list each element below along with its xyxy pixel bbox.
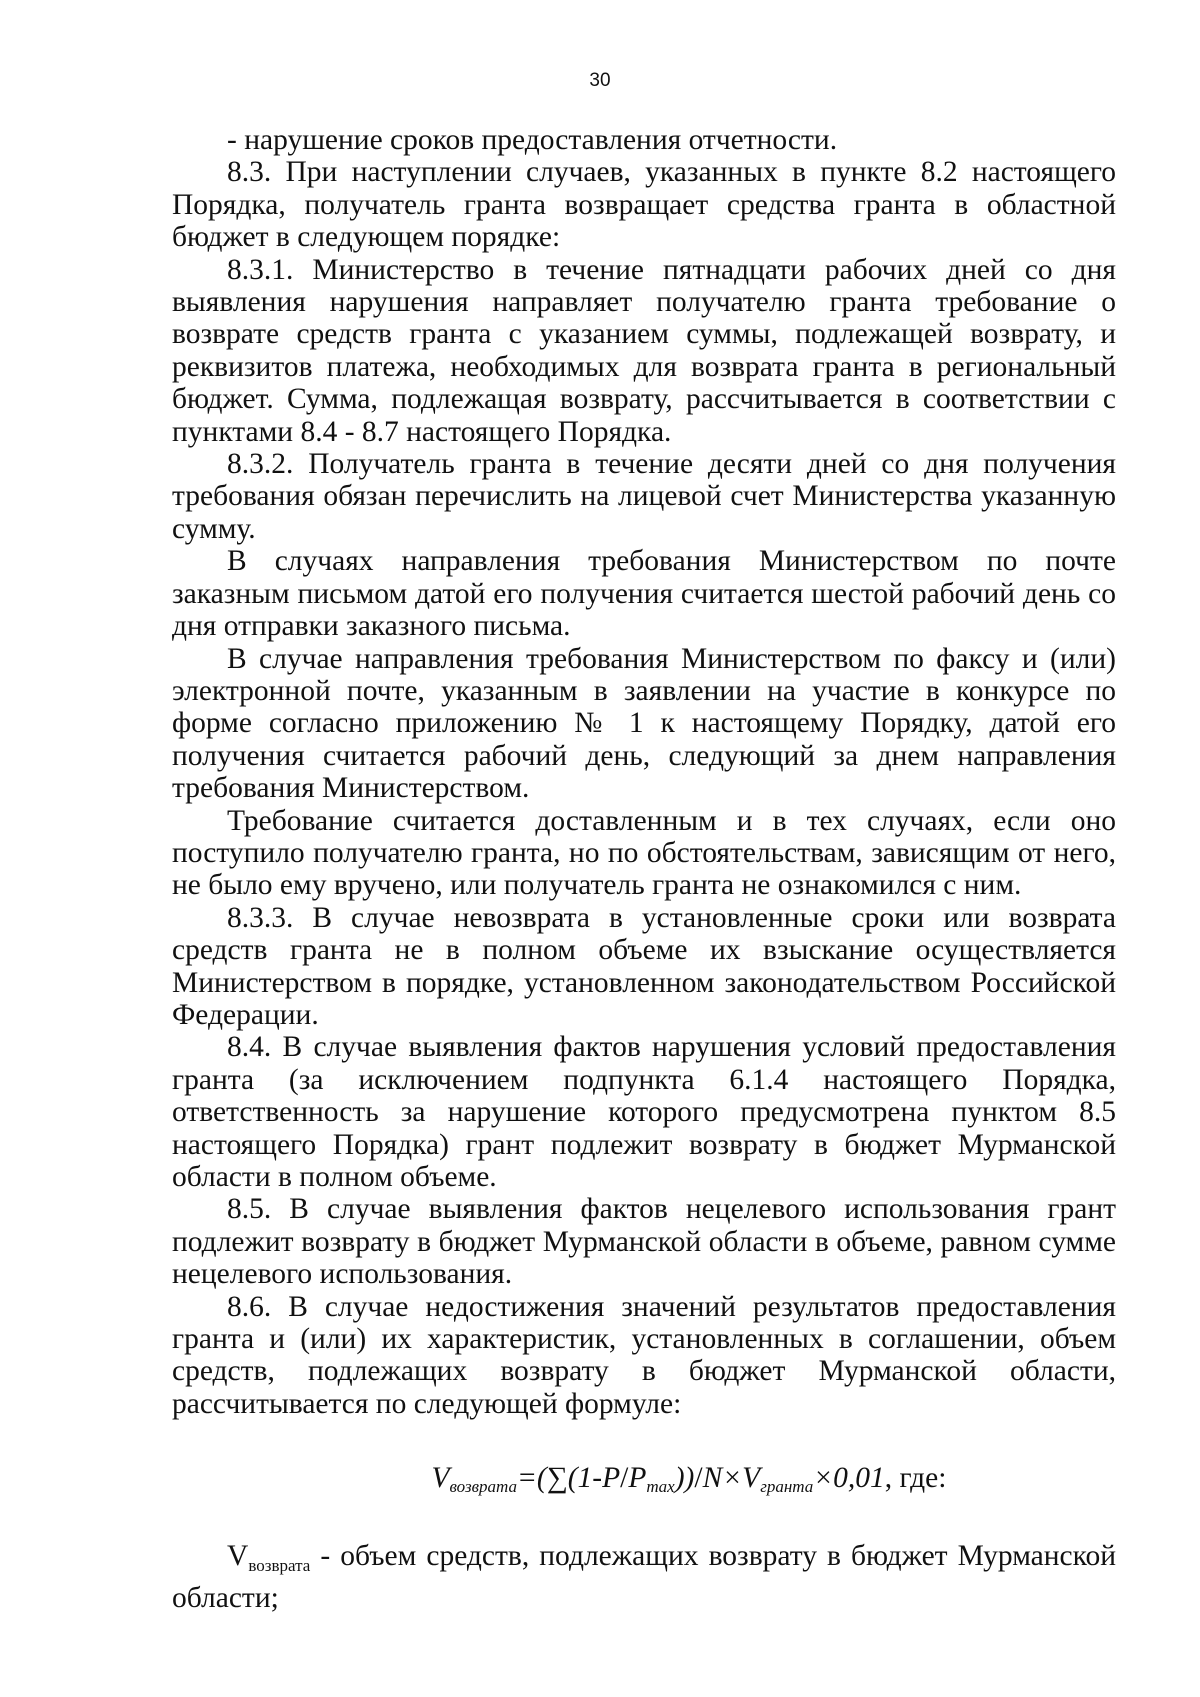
definition-symbol: V <box>227 1539 249 1572</box>
paragraph-8-6: 8.6. В случае недостижения значений результатов предоставления гранта и (или) их характеристик, установленных в соглашении, объем средств, подлежащих возврату в бюджет Мурманской области, рассчитывается по следующей формуле: <box>172 1290 1116 1420</box>
paragraph-8-3-2: 8.3.2. Получатель гранта в течение десяти дней со дня получения требования обязан перечислить на лицевой счет Министерства указанную сумму. <box>172 448 1116 545</box>
document-body <box>172 124 1116 1614</box>
paragraph-8-3-3: 8.3.3. В случае невозврата в установленные сроки или возврата средств гранта не в полном объеме их взыскание осуществляется Министерством в порядке, установленном законодательством Российской Федерации. <box>172 901 1116 1031</box>
paragraph-8-3: 8.3. При наступлении случаев, указанных в пункте 8.2 настоящего Порядка, получатель гранта возвращает средства гранта в областной бюджет в следующем порядке: <box>172 156 1116 254</box>
definition-v-return <box>172 1540 1116 1615</box>
formula-pmax: P <box>628 1462 647 1495</box>
return-formula <box>172 1462 1116 1503</box>
paragraph-fax-email: В случае направления требования Министерством по факсу и (или) электронной почте, указанным в заявлении на участие в конкурсе по форме согласно приложению № 1 к настоящему Порядку, датой его получения считается рабочий день, следующий за днем направления требования Министерством. <box>172 642 1116 805</box>
formula-v: V <box>431 1462 450 1495</box>
formula-v-sub: возврата <box>449 1477 517 1497</box>
formula-tail: ×0,01 <box>813 1462 885 1495</box>
formula-v2-sub: гранта <box>760 1477 814 1497</box>
paragraph-registered-mail: В случаях направления требования Министерством по почте заказным письмом датой его получения считается шестой рабочий день со дня отправки заказного письма. <box>172 545 1116 643</box>
formula-n: N×V <box>702 1462 761 1495</box>
formula-slash-2: / <box>694 1462 703 1495</box>
formula-close: )) <box>674 1462 695 1495</box>
paragraph-delivered-requirement: Требование считается доставленным и в тех случаях, если оно поступило получателю гранта, но по обстоятельствам, зависящим от него, не было ему вручено, или получатель гранта не ознакомился с ним. <box>172 804 1116 902</box>
formula-where: , где: <box>884 1462 947 1495</box>
definition-symbol-sub: возврата <box>248 1555 311 1575</box>
paragraph-8-3-1: 8.3.1. Министерство в течение пятнадцати рабочих дней со дня выявления нарушения направляет получателю гранта требование о возврате средств гранта с указанием суммы, подлежащей возврату, и реквизитов платежа, необходимых для возврата гранта в региональный бюджет. Сумма, подлежащая возврату, рассчитывается в соответствии с пунктами 8.4 - 8.7 настоящего Порядка. <box>172 253 1116 448</box>
paragraph-8-5: 8.5. В случае выявления фактов нецелевого использования грант подлежит возврату в бюджет Мурманской области в объеме, равном сумме нецелевого использования. <box>172 1193 1116 1291</box>
paragraph-reporting-violation: - нарушение сроков предоставления отчетности. <box>227 124 838 156</box>
formula-middle: =(∑(1-P <box>516 1462 621 1495</box>
page-number: 30 <box>589 70 611 91</box>
formula-slash-1: / <box>620 1462 629 1495</box>
definition-text: - объем средств, подлежащих возврату в бюджет Мурманской области; <box>172 1539 1117 1615</box>
paragraph-8-4: 8.4. В случае выявления фактов нарушения условий предоставления гранта (за исключением подпункта 6.1.4 настоящего Порядка, ответственность за нарушение которого предусмотрена пунктом 8.5 настоящего Порядка) грант подлежит возврату в бюджет Мурманской области в полном объеме. <box>172 1031 1116 1193</box>
formula-pmax-sub: max <box>646 1477 675 1497</box>
